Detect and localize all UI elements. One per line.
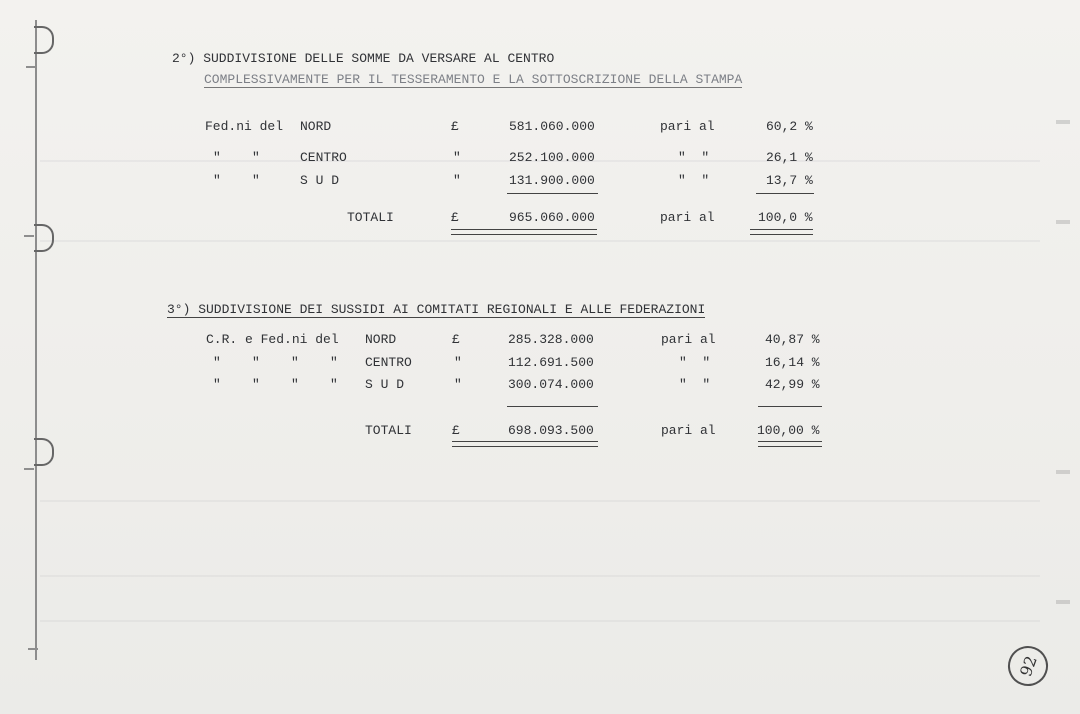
edge-mark [1056,470,1070,474]
section-3-row-relation: " " [679,377,711,392]
section-2-row-relation: " " [678,150,710,165]
section-2-row-percent: 13,7 % [766,173,813,188]
paper-bleed-line [40,575,1040,577]
section-3-row-amount: 300.074.000 [508,377,594,392]
section-2-total-relation: pari al [660,210,715,225]
percent-sum-rule [758,406,822,407]
paper-bleed-line [40,500,1040,502]
binder-line [35,20,37,660]
edge-mark [1056,220,1070,224]
section-3-row-amount: 285.328.000 [508,332,594,347]
section-3-row-label: C.R. e Fed.ni del [206,332,339,347]
section-3-row-relation: pari al [661,332,716,347]
section-2-row-area: CENTRO [300,150,347,165]
section-2-row-label: Fed.ni del [205,119,284,134]
section-2-total-percent: 100,0 % [758,210,813,225]
percent-total-double-rule [750,229,813,235]
section-3-row-relation: " " [679,355,711,370]
section-2-total-amount: 965.060.000 [509,210,595,225]
section-3-row-area: NORD [365,332,397,347]
section-3-row-percent: 42,99 % [765,377,820,392]
amount-sum-rule [507,193,598,194]
binder-tick [24,468,34,470]
section-3-row-label: " " " " [213,377,338,392]
section-2-row-area: S U D [300,173,340,188]
section-3-total-currency: £ [452,423,460,438]
section-2-row-currency: £ [451,119,459,134]
edge-mark [1056,600,1070,604]
binder-tick [26,66,36,68]
section-3-row-percent: 40,87 % [765,332,820,347]
section-2-row-currency: " [453,173,461,188]
binder-hook-icon [34,26,54,54]
paper-bleed-line [40,240,1040,242]
section-2-heading: 2°) SUDDIVISIONE DELLE SOMME DA VERSARE AL CENTRO [172,51,555,66]
page-number-stamp: 92 [1002,640,1053,691]
section-3-row-amount: 112.691.500 [508,355,594,370]
amount-total-double-rule [451,229,597,235]
section-3-total-label: TOTALI [365,423,412,438]
amount-total-double-rule [452,441,598,447]
section-2-row-area: NORD [300,119,332,134]
binder-hook-icon [34,224,54,252]
section-2-row-label: " " [213,150,260,165]
edge-mark [1056,120,1070,124]
section-3-row-area: S U D [365,377,405,392]
binder-hook-icon [34,438,54,466]
amount-sum-rule [507,406,598,407]
section-2-row-currency: " [453,150,461,165]
section-3-total-amount: 698.093.500 [508,423,594,438]
section-2-row-amount: 581.060.000 [509,119,595,134]
section-2-row-amount: 252.100.000 [509,150,595,165]
section-3-total-relation: pari al [661,423,716,438]
section-3-row-area: CENTRO [365,355,412,370]
section-2-row-label: " " [213,173,260,188]
section-2-row-percent: 26,1 % [766,150,813,165]
section-2-row-amount: 131.900.000 [509,173,595,188]
percent-total-double-rule [758,441,822,447]
section-3-heading: 3°) SUDDIVISIONE DEI SUSSIDI AI COMITATI REGIONALI E ALLE FEDERAZIONI [167,302,706,317]
section-3-row-percent: 16,14 % [765,355,820,370]
section-3-total-percent: 100,00 % [757,423,820,438]
paper-bleed-line [40,620,1040,622]
section-2-row-relation: " " [678,173,710,188]
section-2-total-currency: £ [451,210,459,225]
section-2-row-percent: 60,2 % [766,119,813,134]
section-2-subheading: COMPLESSIVAMENTE PER IL TESSERAMENTO E LA SOTTOSCRIZIONE DELLA STAMPA [204,72,743,87]
binder-tick [24,235,34,237]
section-3-row-currency: £ [452,332,460,347]
section-3-row-currency: " [454,377,462,392]
section-2-row-relation: pari al [660,119,715,134]
binder-tick [28,648,38,650]
section-2-total-label: TOTALI [347,210,394,225]
percent-sum-rule [756,193,814,194]
section-3-row-label: " " " " [213,355,338,370]
section-3-row-currency: " [454,355,462,370]
